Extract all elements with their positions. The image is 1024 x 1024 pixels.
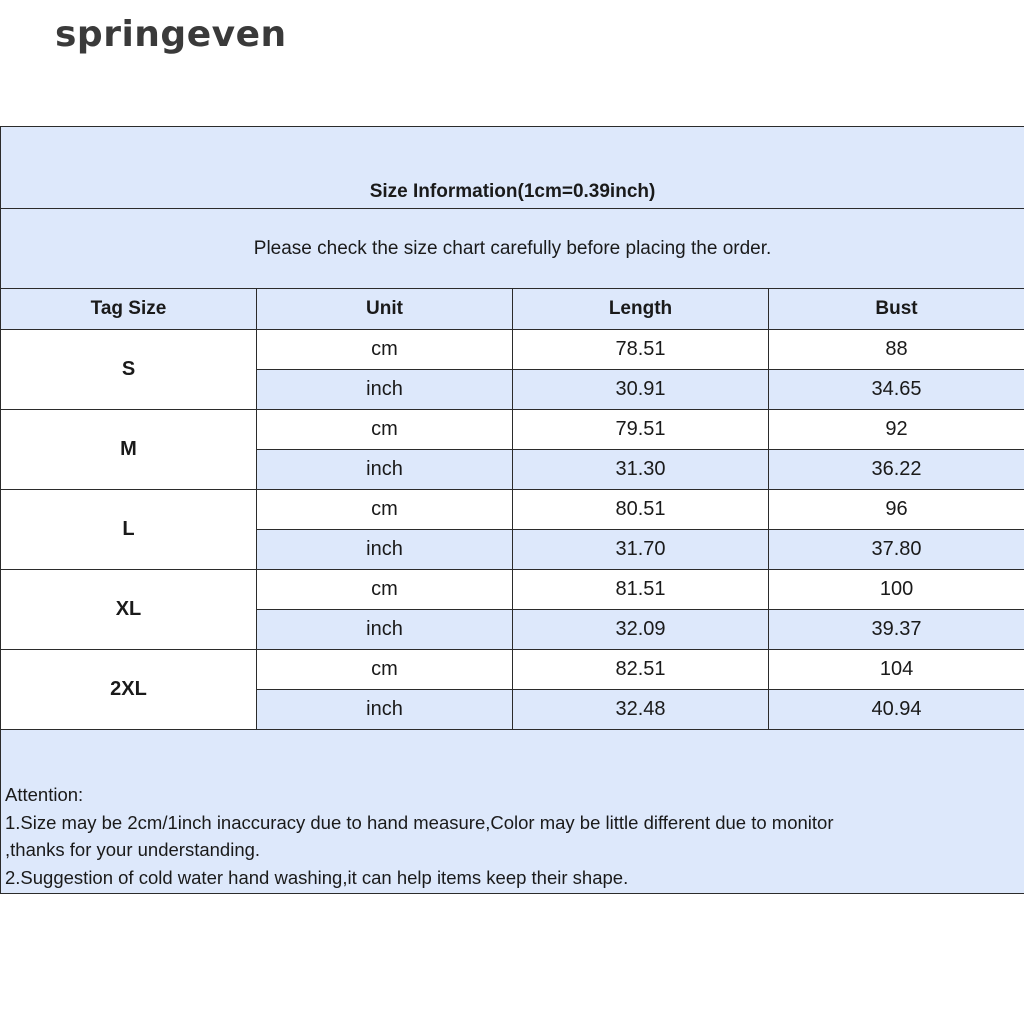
size-chart-notice: Please check the size chart carefully before placing the order.: [1, 209, 1024, 289]
title-row: [1, 127, 1024, 209]
attention-line: 1.Size may be 2cm/1inch inaccuracy due to hand measure,Color may be little different due to monitor: [5, 811, 834, 833]
unit-cell: inch: [257, 450, 513, 490]
header-unit: Unit: [257, 289, 513, 330]
length-cell: 80.51: [513, 490, 769, 530]
bust-cell: 96: [769, 490, 1024, 530]
table-row: [1, 650, 1024, 690]
size-chart-table: [0, 126, 1024, 894]
size-label: 2XL: [1, 650, 257, 730]
bust-cell: 37.80: [769, 530, 1024, 570]
unit-cell: inch: [257, 530, 513, 570]
bust-cell: 39.37: [769, 610, 1024, 650]
unit-cell: cm: [257, 650, 513, 690]
length-cell: 81.51: [513, 570, 769, 610]
length-cell: 82.51: [513, 650, 769, 690]
unit-cell: cm: [257, 570, 513, 610]
unit-cell: inch: [257, 370, 513, 410]
size-label: XL: [1, 570, 257, 650]
length-cell: 30.91: [513, 370, 769, 410]
attention-heading: Attention:: [5, 784, 84, 805]
table-row: [1, 410, 1024, 450]
bust-cell: 88: [769, 330, 1024, 370]
attention-row: [1, 730, 1024, 894]
length-cell: 31.30: [513, 450, 769, 490]
unit-cell: inch: [257, 610, 513, 650]
length-cell: 32.09: [513, 610, 769, 650]
size-label: S: [1, 330, 257, 410]
size-label: M: [1, 410, 257, 490]
bust-cell: 104: [769, 650, 1024, 690]
size-chart-title-cell: [1, 127, 1024, 209]
attention-line: ,thanks for your understanding.: [5, 839, 261, 860]
length-cell: 31.70: [513, 530, 769, 570]
unit-cell: cm: [257, 490, 513, 530]
notice-row: [1, 209, 1024, 289]
header-row: [1, 289, 1024, 330]
header-tag-size: Tag Size: [1, 289, 257, 330]
attention-line: 2.Suggestion of cold water hand washing,it can help items keep their shape.: [5, 866, 629, 888]
table-row: [1, 570, 1024, 610]
unit-cell: cm: [257, 330, 513, 370]
length-cell: 78.51: [513, 330, 769, 370]
size-label: L: [1, 490, 257, 570]
unit-cell: inch: [257, 690, 513, 730]
bust-cell: 92: [769, 410, 1024, 450]
unit-cell: cm: [257, 410, 513, 450]
bust-cell: 40.94: [769, 690, 1024, 730]
length-cell: 32.48: [513, 690, 769, 730]
bust-cell: 34.65: [769, 370, 1024, 410]
header-length: Length: [513, 289, 769, 330]
bust-cell: 100: [769, 570, 1024, 610]
length-cell: 79.51: [513, 410, 769, 450]
bust-cell: 36.22: [769, 450, 1024, 490]
table-row: [1, 330, 1024, 370]
brand-logo-text: springeven: [55, 14, 287, 55]
header-bust: Bust: [769, 289, 1024, 330]
table-row: [1, 490, 1024, 530]
size-chart-title: Size Information(1cm=0.39inch): [369, 181, 656, 202]
attention-notes: [1, 730, 1024, 894]
